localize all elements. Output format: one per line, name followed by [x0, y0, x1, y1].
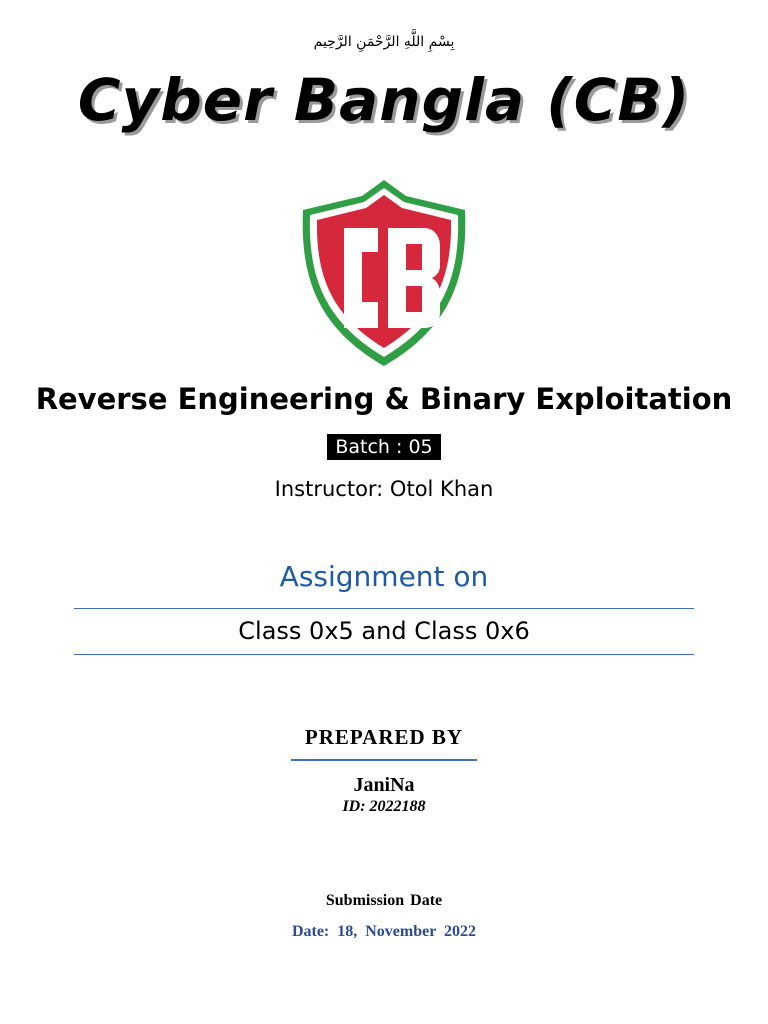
submission-label: Submission Date: [325, 892, 443, 909]
prepared-underline: [291, 759, 477, 761]
student-id: ID: 2022188: [342, 798, 426, 815]
cb-shield-logo: [300, 178, 468, 368]
bismillah-text: بِسْمِ اللَّهِ الرَّحْمَنِ الرَّحِيم: [313, 34, 455, 50]
course-title: Reverse Engineering & Binary Exploitation: [35, 382, 733, 416]
assignment-topic: Class 0x5 and Class 0x6: [238, 617, 530, 645]
student-name: JaniNa: [353, 774, 415, 796]
divider-top: [74, 608, 694, 609]
instructor-text: Instructor: Otol Khan: [274, 477, 494, 501]
assignment-heading: Assignment on: [279, 560, 489, 593]
submission-date: Date: 18, November 2022: [291, 923, 477, 940]
brand-title: Cyber Bangla (CB): [77, 66, 691, 134]
prepared-by-label: PREPARED BY: [304, 725, 464, 749]
divider-bottom: [74, 654, 694, 655]
batch-badge: Batch : 05: [327, 434, 441, 460]
